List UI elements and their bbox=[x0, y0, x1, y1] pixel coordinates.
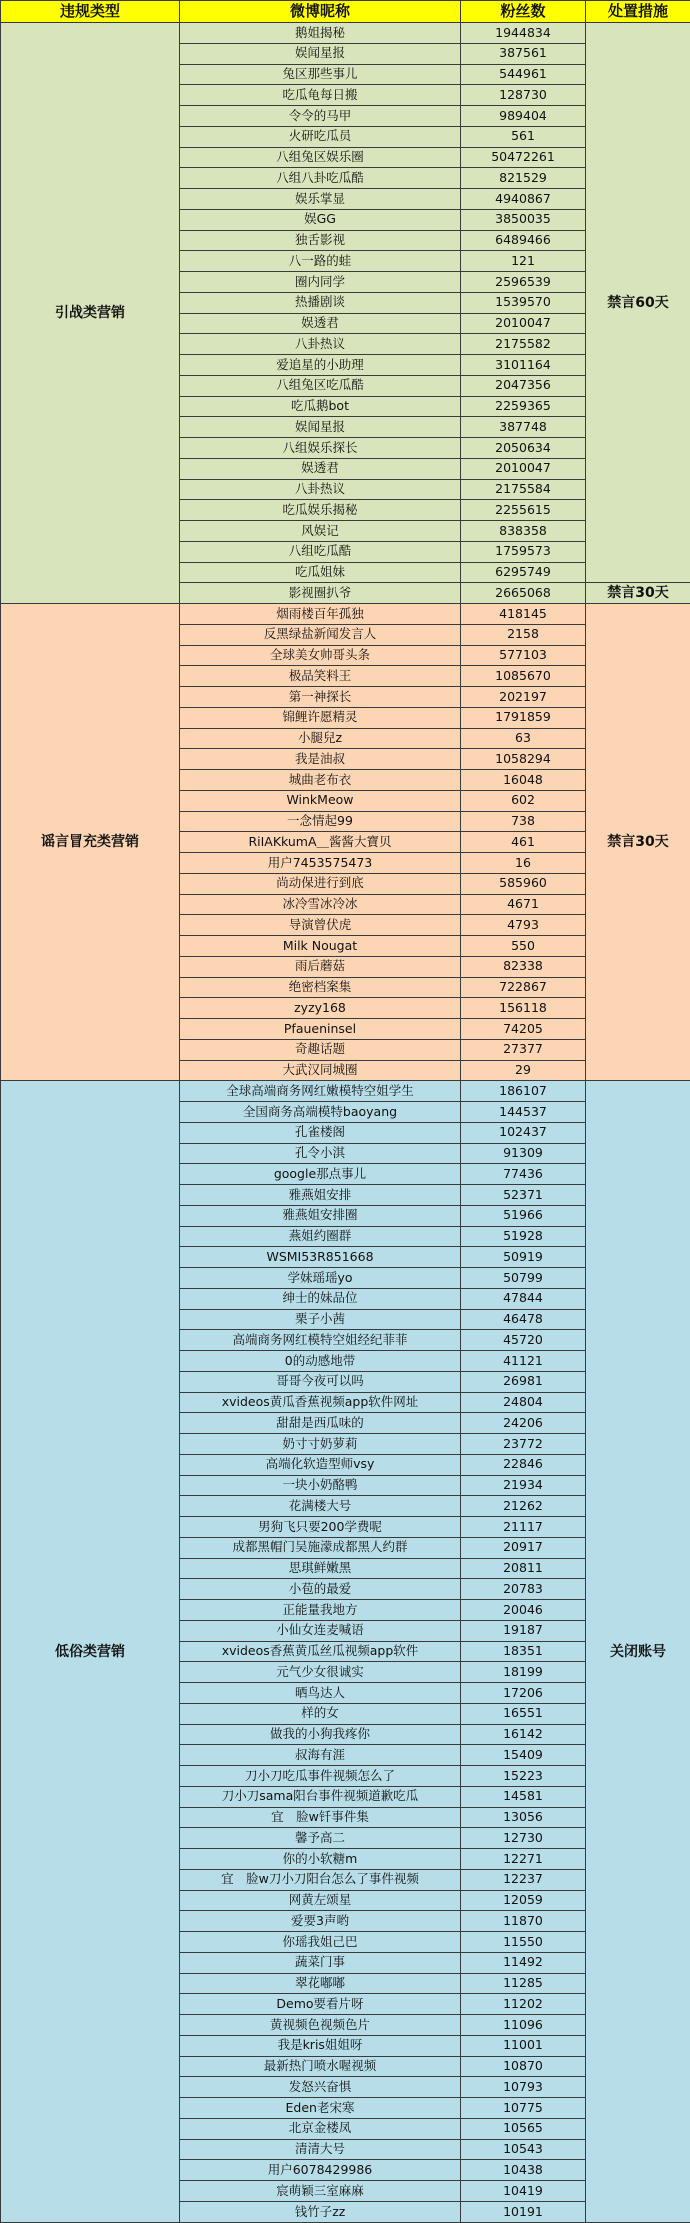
fan-count-cell: 11492 bbox=[461, 1952, 586, 1973]
fan-count-cell: 22846 bbox=[461, 1454, 586, 1475]
fan-count-cell: 128730 bbox=[461, 85, 586, 106]
fan-count-cell: 3101164 bbox=[461, 355, 586, 376]
nickname-cell: 你瑶我姐己巴 bbox=[180, 1932, 461, 1953]
nickname-cell: 发怒兴奋惧 bbox=[180, 2077, 461, 2098]
fan-count-cell: 29 bbox=[461, 1060, 586, 1081]
nickname-cell: WinkMeow bbox=[180, 790, 461, 811]
fan-count-cell: 2255615 bbox=[461, 500, 586, 521]
fan-count-cell: 4793 bbox=[461, 915, 586, 936]
nickname-cell: 小腿兒z bbox=[180, 728, 461, 749]
fan-count-cell: 11550 bbox=[461, 1932, 586, 1953]
fan-count-cell: 550 bbox=[461, 936, 586, 957]
fan-count-cell: 1539570 bbox=[461, 292, 586, 313]
nickname-cell: 叔海有涯 bbox=[180, 1745, 461, 1766]
nickname-cell: 兔区那些事儿 bbox=[180, 64, 461, 85]
nickname-cell: 晒鸟达人 bbox=[180, 1683, 461, 1704]
table-row bbox=[1, 23, 690, 44]
fan-count-cell: 21262 bbox=[461, 1496, 586, 1517]
action-cell: 关闭账号 bbox=[586, 1081, 690, 2223]
fan-count-cell: 10419 bbox=[461, 2181, 586, 2202]
fan-count-cell: 20783 bbox=[461, 1579, 586, 1600]
nickname-cell: 一块小奶酪鸭 bbox=[180, 1475, 461, 1496]
fan-count-cell: 186107 bbox=[461, 1081, 586, 1102]
category-cell: 引战类营销 bbox=[1, 23, 180, 604]
fan-count-cell: 50799 bbox=[461, 1268, 586, 1289]
nickname-cell: 城曲老布衣 bbox=[180, 770, 461, 791]
nickname-cell: 燕姐约圈群 bbox=[180, 1226, 461, 1247]
fan-count-cell: 24804 bbox=[461, 1392, 586, 1413]
nickname-cell: 圈内同学 bbox=[180, 272, 461, 293]
fan-count-cell: 82338 bbox=[461, 956, 586, 977]
nickname-cell: 高端商务网红模特空姐经纪菲菲 bbox=[180, 1330, 461, 1351]
nickname-cell: 娱闻星报 bbox=[180, 417, 461, 438]
fan-count-cell: 20046 bbox=[461, 1600, 586, 1621]
nickname-cell: 钱竹子zz bbox=[180, 2201, 461, 2222]
fan-count-cell: 585960 bbox=[461, 873, 586, 894]
fan-count-cell: 2010047 bbox=[461, 313, 586, 334]
fan-count-cell: 2259365 bbox=[461, 396, 586, 417]
nickname-cell: 一念情起99 bbox=[180, 811, 461, 832]
fan-count-cell: 16 bbox=[461, 853, 586, 874]
fan-count-cell: 10775 bbox=[461, 2098, 586, 2119]
fan-count-cell: 387748 bbox=[461, 417, 586, 438]
nickname-cell: 绅士的妹品位 bbox=[180, 1288, 461, 1309]
fan-count-cell: 722867 bbox=[461, 977, 586, 998]
fan-count-cell: 46478 bbox=[461, 1309, 586, 1330]
nickname-cell: 全球美女帅哥头条 bbox=[180, 645, 461, 666]
nickname-cell: 样的女 bbox=[180, 1703, 461, 1724]
nickname-cell: 火研吃瓜员 bbox=[180, 126, 461, 147]
nickname-cell: 令令的马甲 bbox=[180, 106, 461, 127]
nickname-cell: 我是kris姐姐呀 bbox=[180, 2035, 461, 2056]
nickname-cell: WSMI53R851668 bbox=[180, 1247, 461, 1268]
fan-count-cell: 21934 bbox=[461, 1475, 586, 1496]
nickname-cell: Demo要看片呀 bbox=[180, 1994, 461, 2015]
fan-count-cell: 51966 bbox=[461, 1205, 586, 1226]
nickname-cell: 宜 脸w钎事件集 bbox=[180, 1807, 461, 1828]
nickname-cell: 影视圈扒爷 bbox=[180, 583, 461, 604]
nickname-cell: 八卦热议 bbox=[180, 334, 461, 355]
nickname-cell: Eden老宋寒 bbox=[180, 2098, 461, 2119]
nickname-cell: 栗子小茜 bbox=[180, 1309, 461, 1330]
fan-count-cell: 1791859 bbox=[461, 707, 586, 728]
fan-count-cell: 2010047 bbox=[461, 458, 586, 479]
nickname-cell: 娱透君 bbox=[180, 458, 461, 479]
fan-count-cell: 11096 bbox=[461, 2015, 586, 2036]
fan-count-cell: 202197 bbox=[461, 687, 586, 708]
fan-count-cell: 10793 bbox=[461, 2077, 586, 2098]
nickname-cell: 清清大号 bbox=[180, 2139, 461, 2160]
nickname-cell: 甜甜是西瓜味的 bbox=[180, 1413, 461, 1434]
nickname-cell: 北京金楼凤 bbox=[180, 2118, 461, 2139]
fan-count-cell: 2665068 bbox=[461, 583, 586, 604]
nickname-cell: 小苞的最爱 bbox=[180, 1579, 461, 1600]
fan-count-cell: 91309 bbox=[461, 1143, 586, 1164]
nickname-cell: 学妹瑶瑶yo bbox=[180, 1268, 461, 1289]
nickname-cell: 娱闻星报 bbox=[180, 43, 461, 64]
nickname-cell: 成都黑帽门吴施濛成都黑人约群 bbox=[180, 1537, 461, 1558]
action-cell: 禁言30天 bbox=[586, 583, 690, 604]
fan-count-cell: 77436 bbox=[461, 1164, 586, 1185]
fan-count-cell: 20917 bbox=[461, 1537, 586, 1558]
nickname-cell: 八卦热议 bbox=[180, 479, 461, 500]
nickname-cell: Milk Nougat bbox=[180, 936, 461, 957]
nickname-cell: 反黑绿盐新闻发言人 bbox=[180, 624, 461, 645]
nickname-cell: 思琪鲜嫩黑 bbox=[180, 1558, 461, 1579]
nickname-cell: 刀小刀sama阳台事件视频道歉吃瓜 bbox=[180, 1786, 461, 1807]
nickname-cell: Pfaueninsel bbox=[180, 1019, 461, 1040]
fan-count-cell: 4940867 bbox=[461, 189, 586, 210]
nickname-cell: 极品笑料王 bbox=[180, 666, 461, 687]
category-cell: 低俗类营销 bbox=[1, 1081, 180, 2223]
fan-count-cell: 41121 bbox=[461, 1351, 586, 1372]
fan-count-cell: 16551 bbox=[461, 1703, 586, 1724]
fan-count-cell: 12730 bbox=[461, 1828, 586, 1849]
header-violation-type: 违规类型 bbox=[1, 1, 180, 23]
fan-count-cell: 15223 bbox=[461, 1766, 586, 1787]
nickname-cell: 烟雨楼百年孤独 bbox=[180, 604, 461, 625]
fan-count-cell: 11870 bbox=[461, 1911, 586, 1932]
fan-count-cell: 23772 bbox=[461, 1434, 586, 1455]
fan-count-cell: 6295749 bbox=[461, 562, 586, 583]
nickname-cell: 用户6078429986 bbox=[180, 2160, 461, 2181]
fan-count-cell: 102437 bbox=[461, 1122, 586, 1143]
nickname-cell: 八一路的蛙 bbox=[180, 251, 461, 272]
nickname-cell: 八组兔区娱乐圈 bbox=[180, 147, 461, 168]
fan-count-cell: 602 bbox=[461, 790, 586, 811]
nickname-cell: 鹅姐揭秘 bbox=[180, 23, 461, 44]
nickname-cell: 黄视频色视频色片 bbox=[180, 2015, 461, 2036]
nickname-cell: 娱透君 bbox=[180, 313, 461, 334]
nickname-cell: 爱要3声哟 bbox=[180, 1911, 461, 1932]
fan-count-cell: 10191 bbox=[461, 2201, 586, 2222]
fan-count-cell: 121 bbox=[461, 251, 586, 272]
nickname-cell: 奶寸寸奶萝莉 bbox=[180, 1434, 461, 1455]
nickname-cell: google那点事儿 bbox=[180, 1164, 461, 1185]
nickname-cell: 雅燕姐安排圈 bbox=[180, 1205, 461, 1226]
fan-count-cell: 10438 bbox=[461, 2160, 586, 2181]
fan-count-cell: 10543 bbox=[461, 2139, 586, 2160]
fan-count-cell: 26981 bbox=[461, 1371, 586, 1392]
fan-count-cell: 2175584 bbox=[461, 479, 586, 500]
fan-count-cell: 11202 bbox=[461, 1994, 586, 2015]
nickname-cell: 刀小刀吃瓜事件视频怎么了 bbox=[180, 1766, 461, 1787]
nickname-cell: 爱追星的小助理 bbox=[180, 355, 461, 376]
fan-count-cell: 156118 bbox=[461, 998, 586, 1019]
fan-count-cell: 47844 bbox=[461, 1288, 586, 1309]
fan-count-cell: 11001 bbox=[461, 2035, 586, 2056]
nickname-cell: 做我的小狗我疼你 bbox=[180, 1724, 461, 1745]
nickname-cell: 孔雀楼阁 bbox=[180, 1122, 461, 1143]
nickname-cell: 0的动感地带 bbox=[180, 1351, 461, 1372]
nickname-cell: 奇趣话题 bbox=[180, 1039, 461, 1060]
fan-count-cell: 738 bbox=[461, 811, 586, 832]
nickname-cell: 网黄左颂星 bbox=[180, 1890, 461, 1911]
action-cell: 禁言60天 bbox=[586, 23, 690, 583]
nickname-cell: 最新热门喷水喔视频 bbox=[180, 2056, 461, 2077]
nickname-cell: 正能量我地方 bbox=[180, 1600, 461, 1621]
nickname-cell: 热播剧谈 bbox=[180, 292, 461, 313]
nickname-cell: 第一神探长 bbox=[180, 687, 461, 708]
fan-count-cell: 989404 bbox=[461, 106, 586, 127]
nickname-cell: 男狗飞只要200学费呢 bbox=[180, 1517, 461, 1538]
header-fan-count: 粉丝数 bbox=[461, 1, 586, 23]
header-action: 处置措施 bbox=[586, 1, 690, 23]
nickname-cell: xvideos香蕉黄瓜丝瓜视频app软件 bbox=[180, 1641, 461, 1662]
fan-count-cell: 51928 bbox=[461, 1226, 586, 1247]
category-cell: 谣言冒充类营销 bbox=[1, 604, 180, 1081]
fan-count-cell: 461 bbox=[461, 832, 586, 853]
fan-count-cell: 144537 bbox=[461, 1102, 586, 1123]
fan-count-cell: 2175582 bbox=[461, 334, 586, 355]
nickname-cell: 八组八卦吃瓜酷 bbox=[180, 168, 461, 189]
fan-count-cell: 577103 bbox=[461, 645, 586, 666]
fan-count-cell: 418145 bbox=[461, 604, 586, 625]
nickname-cell: 尚动保进行到底 bbox=[180, 873, 461, 894]
fan-count-cell: 21117 bbox=[461, 1517, 586, 1538]
nickname-cell: 冰冷雪冰冷冰 bbox=[180, 894, 461, 915]
fan-count-cell: 10870 bbox=[461, 2056, 586, 2077]
nickname-cell: 孔令小淇 bbox=[180, 1143, 461, 1164]
fan-count-cell: 2047356 bbox=[461, 375, 586, 396]
fan-count-cell: 2050634 bbox=[461, 438, 586, 459]
nickname-cell: 蔬菜门事 bbox=[180, 1952, 461, 1973]
nickname-cell: 吃瓜龟每日搬 bbox=[180, 85, 461, 106]
header-weibo-nickname: 微博昵称 bbox=[180, 1, 461, 23]
fan-count-cell: 74205 bbox=[461, 1019, 586, 1040]
nickname-cell: 风娱记 bbox=[180, 521, 461, 542]
nickname-cell: 用户7453575473 bbox=[180, 853, 461, 874]
nickname-cell: 馨予高二 bbox=[180, 1828, 461, 1849]
nickname-cell: 锦鲤许愿精灵 bbox=[180, 707, 461, 728]
fan-count-cell: 18199 bbox=[461, 1662, 586, 1683]
nickname-cell: 独舌影视 bbox=[180, 230, 461, 251]
table-row bbox=[1, 1081, 690, 1102]
fan-count-cell: 4671 bbox=[461, 894, 586, 915]
fan-count-cell: 2158 bbox=[461, 624, 586, 645]
header-row bbox=[1, 1, 690, 23]
fan-count-cell: 12271 bbox=[461, 1849, 586, 1870]
fan-count-cell: 24206 bbox=[461, 1413, 586, 1434]
nickname-cell: 吃瓜姐妹 bbox=[180, 562, 461, 583]
nickname-cell: 雨后蘑菇 bbox=[180, 956, 461, 977]
table-body bbox=[1, 23, 690, 2223]
nickname-cell: 元气少女很诚实 bbox=[180, 1662, 461, 1683]
fan-count-cell: 3850035 bbox=[461, 209, 586, 230]
table-row bbox=[1, 604, 690, 625]
nickname-cell: 八组娱乐探长 bbox=[180, 438, 461, 459]
nickname-cell: 娱乐掌显 bbox=[180, 189, 461, 210]
fan-count-cell: 45720 bbox=[461, 1330, 586, 1351]
fan-count-cell: 2596539 bbox=[461, 272, 586, 293]
fan-count-cell: 17206 bbox=[461, 1683, 586, 1704]
nickname-cell: 全球高端商务网红嫩模特空姐学生 bbox=[180, 1081, 461, 1102]
nickname-cell: xvideos黄瓜香蕉视频app软件网址 bbox=[180, 1392, 461, 1413]
fan-count-cell: 821529 bbox=[461, 168, 586, 189]
fan-count-cell: 14581 bbox=[461, 1786, 586, 1807]
nickname-cell: 八组兔区吃瓜酷 bbox=[180, 375, 461, 396]
fan-count-cell: 1085670 bbox=[461, 666, 586, 687]
fan-count-cell: 15409 bbox=[461, 1745, 586, 1766]
nickname-cell: 导演曾伏虎 bbox=[180, 915, 461, 936]
nickname-cell: 我是油叔 bbox=[180, 749, 461, 770]
fan-count-cell: 19187 bbox=[461, 1620, 586, 1641]
nickname-cell: 宜 脸w刀小刀阳台怎么了事件视频 bbox=[180, 1869, 461, 1890]
nickname-cell: 吃瓜娱乐揭秘 bbox=[180, 500, 461, 521]
fan-count-cell: 13056 bbox=[461, 1807, 586, 1828]
fan-count-cell: 27377 bbox=[461, 1039, 586, 1060]
fan-count-cell: 20811 bbox=[461, 1558, 586, 1579]
fan-count-cell: 1058294 bbox=[461, 749, 586, 770]
nickname-cell: 花满楼大号 bbox=[180, 1496, 461, 1517]
nickname-cell: zyzy168 bbox=[180, 998, 461, 1019]
fan-count-cell: 12059 bbox=[461, 1890, 586, 1911]
fan-count-cell: 52371 bbox=[461, 1185, 586, 1206]
fan-count-cell: 6489466 bbox=[461, 230, 586, 251]
fan-count-cell: 10565 bbox=[461, 2118, 586, 2139]
nickname-cell: 全国商务高端模特baoyang bbox=[180, 1102, 461, 1123]
nickname-cell: 小仙女连麦喊语 bbox=[180, 1620, 461, 1641]
nickname-cell: 高端化软造型师vsy bbox=[180, 1454, 461, 1475]
nickname-cell: 宸萌颖三室麻麻 bbox=[180, 2181, 461, 2202]
nickname-cell: 绝密档案集 bbox=[180, 977, 461, 998]
fan-count-cell: 1759573 bbox=[461, 541, 586, 562]
action-cell: 禁言30天 bbox=[586, 604, 690, 1081]
nickname-cell: 你的小软糖m bbox=[180, 1849, 461, 1870]
fan-count-cell: 387561 bbox=[461, 43, 586, 64]
fan-count-cell: 16142 bbox=[461, 1724, 586, 1745]
fan-count-cell: 12237 bbox=[461, 1869, 586, 1890]
fan-count-cell: 18351 bbox=[461, 1641, 586, 1662]
fan-count-cell: 544961 bbox=[461, 64, 586, 85]
fan-count-cell: 50472261 bbox=[461, 147, 586, 168]
nickname-cell: 翠花嘟嘟 bbox=[180, 1973, 461, 1994]
fan-count-cell: 16048 bbox=[461, 770, 586, 791]
nickname-cell: 八组吃瓜酷 bbox=[180, 541, 461, 562]
nickname-cell: 吃瓜鹅bot bbox=[180, 396, 461, 417]
nickname-cell: RiIAKkumA＿酱酱大寶贝 bbox=[180, 832, 461, 853]
nickname-cell: 雅燕姐安排 bbox=[180, 1185, 461, 1206]
fan-count-cell: 50919 bbox=[461, 1247, 586, 1268]
nickname-cell: 哥哥今夜可以吗 bbox=[180, 1371, 461, 1392]
nickname-cell: 大武汉同城圈 bbox=[180, 1060, 461, 1081]
fan-count-cell: 63 bbox=[461, 728, 586, 749]
fan-count-cell: 561 bbox=[461, 126, 586, 147]
fan-count-cell: 11285 bbox=[461, 1973, 586, 1994]
nickname-cell: 娱GG bbox=[180, 209, 461, 230]
fan-count-cell: 838358 bbox=[461, 521, 586, 542]
fan-count-cell: 1944834 bbox=[461, 23, 586, 44]
